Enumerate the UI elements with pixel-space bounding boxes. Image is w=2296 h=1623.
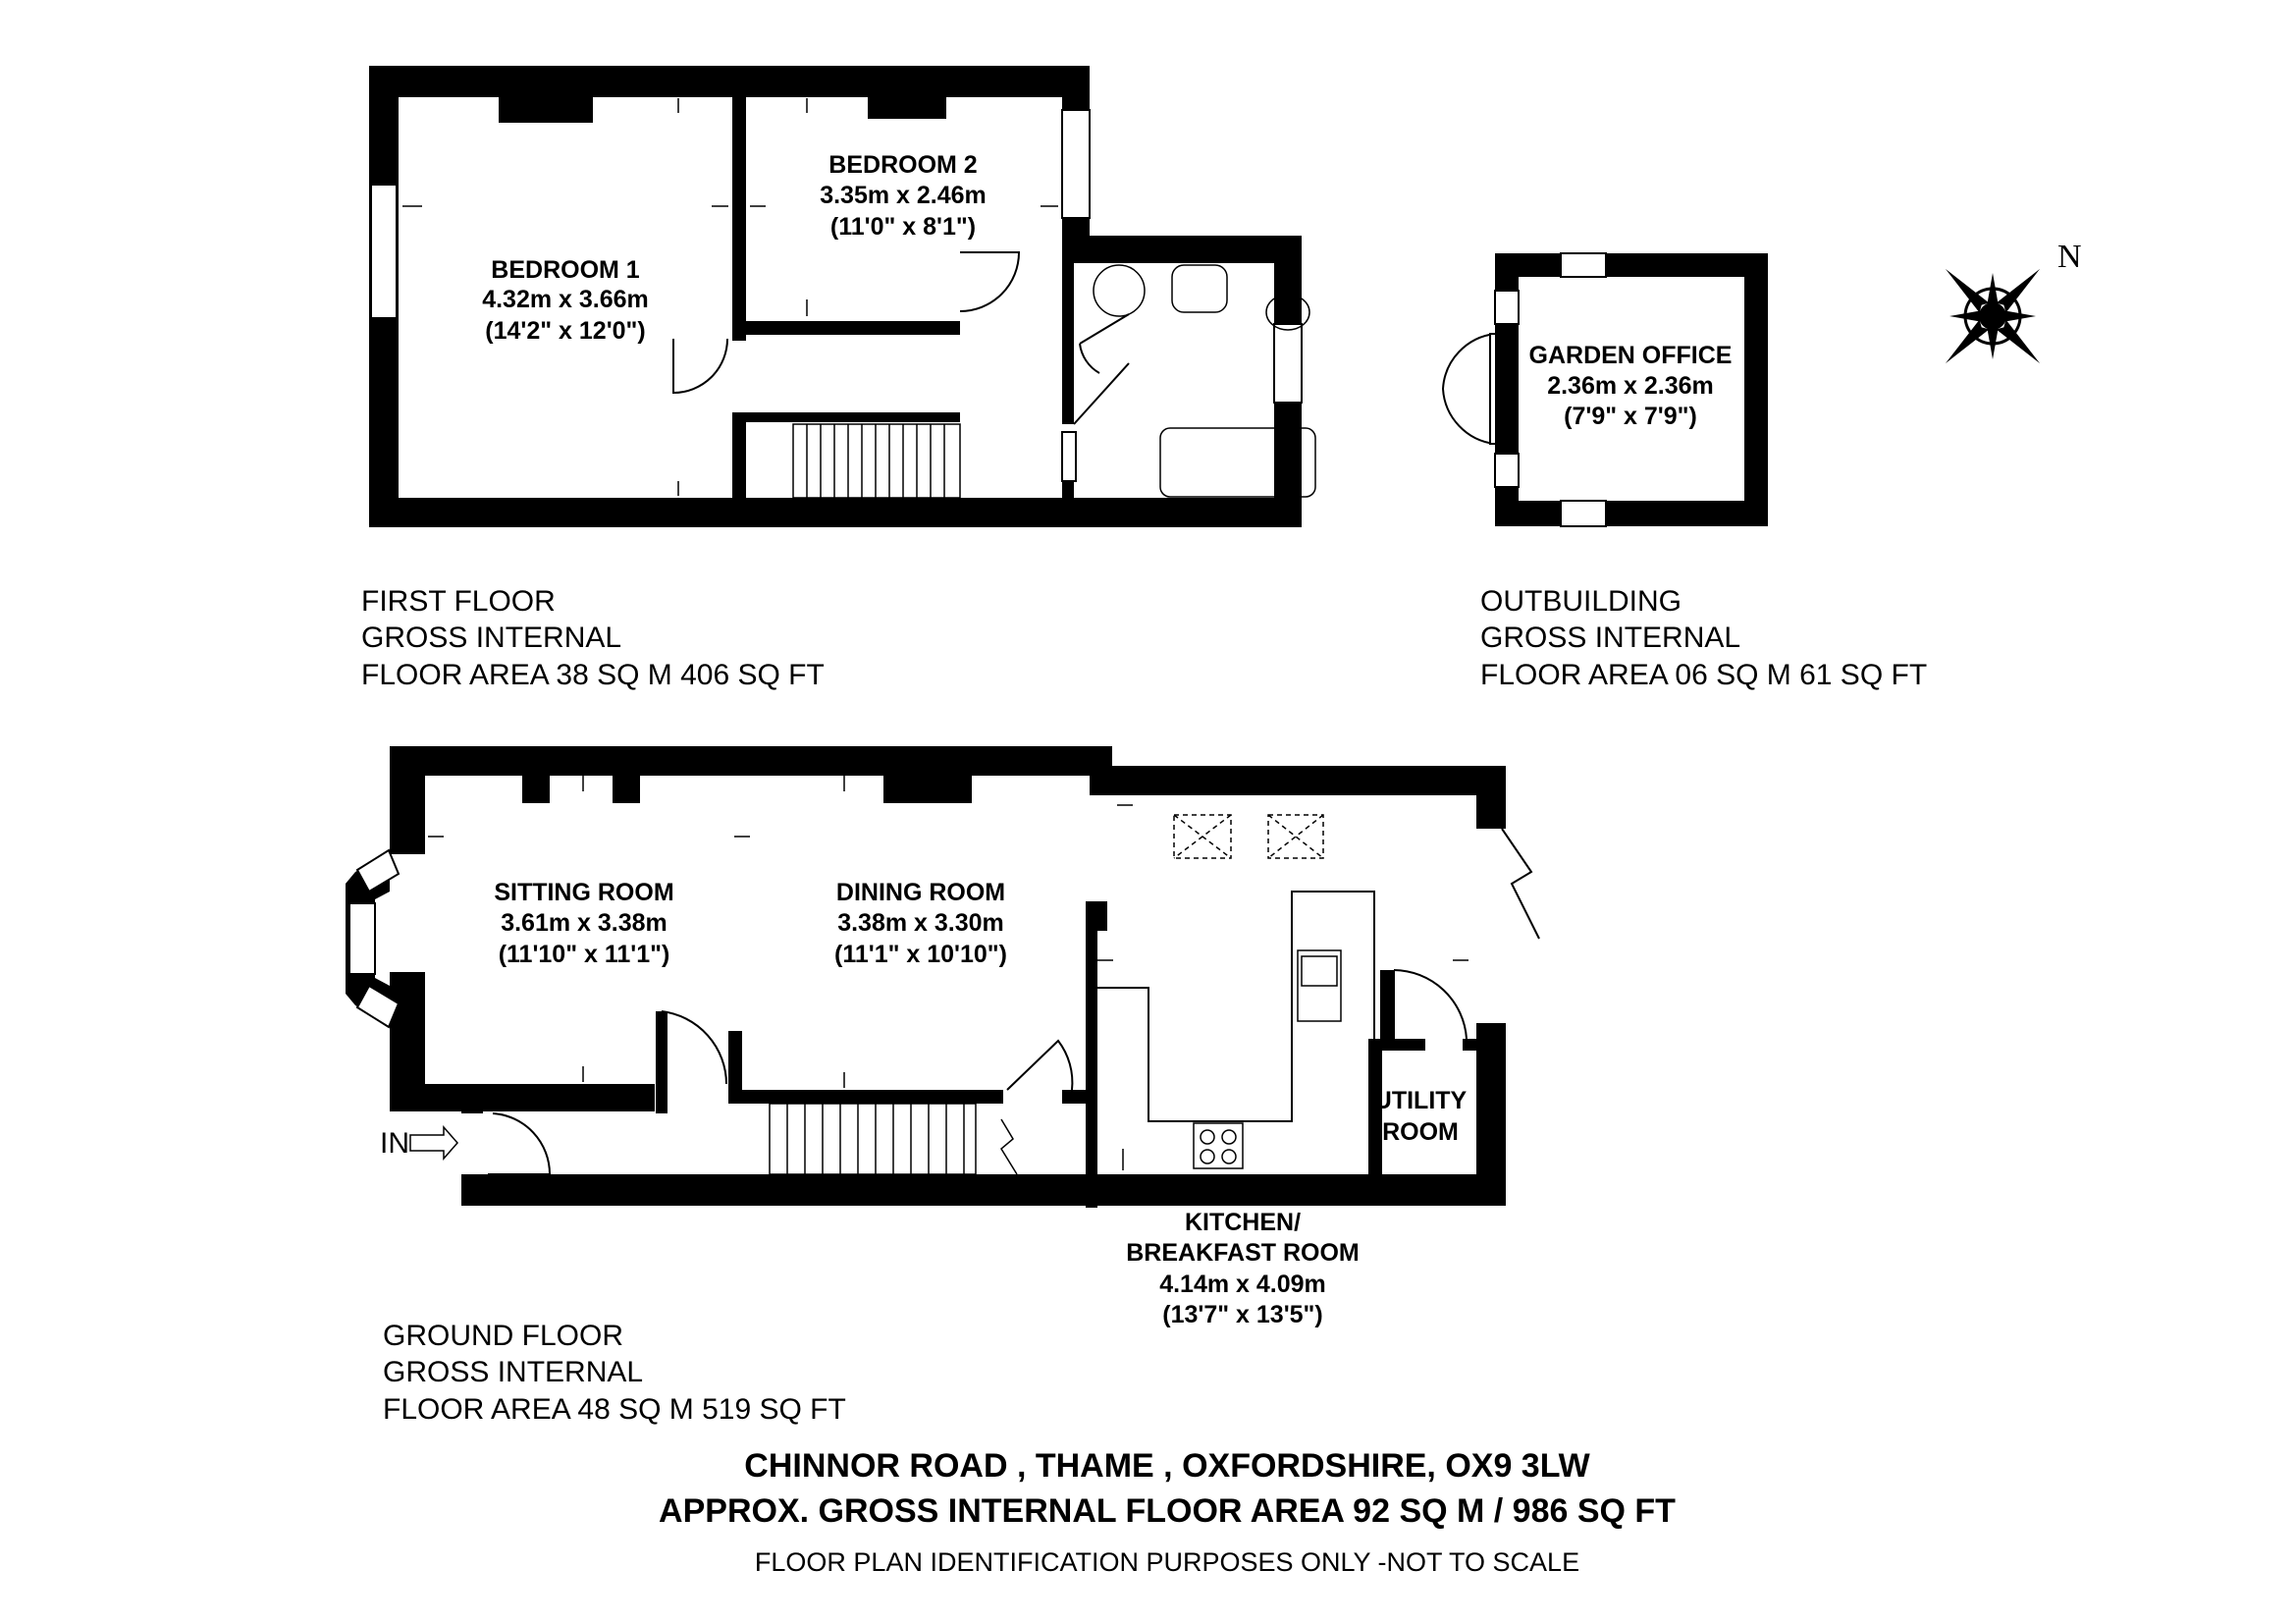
bathroom-window xyxy=(1274,324,1302,403)
ground-floor-title: GROUND FLOOR xyxy=(383,1320,624,1352)
stair-top-wall xyxy=(746,412,960,422)
landing-window xyxy=(1062,432,1076,481)
kitchen-metric: 4.14m x 4.09m xyxy=(1159,1271,1326,1298)
disclaimer: FLOOR PLAN IDENTIFICATION PURPOSES ONLY -NOT TO SCALE xyxy=(754,1547,1580,1577)
sitting-room-metric: 3.61m x 3.38m xyxy=(501,909,667,937)
kitchen-name-line1: KITCHEN/ xyxy=(1184,1209,1302,1236)
bedroom1-imperial: (14'2" x 12'0") xyxy=(485,317,646,345)
ground-bottom-wall xyxy=(461,1174,1506,1206)
garden-office-imperial: (7'9" x 7'9") xyxy=(1564,403,1697,430)
first-floor-top-wall xyxy=(369,66,1090,97)
bedroom1-metric: 4.32m x 3.66m xyxy=(482,286,649,313)
kitchen-imperial: (13'7" x 13'5") xyxy=(1162,1301,1323,1328)
property-address: CHINNOR ROAD , THAME , OXFORDSHIRE, OX9 3LW xyxy=(744,1447,1590,1485)
first-floor-title: FIRST FLOOR xyxy=(361,585,556,618)
sitting-room-imperial: (11'10" x 11'1") xyxy=(498,941,670,968)
garden-office-metric: 2.36m x 2.36m xyxy=(1547,372,1714,400)
office-left-window-bottom xyxy=(1495,454,1519,487)
utility-room-name-line1: UTILITY xyxy=(1373,1087,1468,1114)
wc-door xyxy=(1080,314,1129,373)
first-floor-area: FLOOR AREA 38 SQ M 406 SQ FT xyxy=(361,659,825,691)
dining-room-metric: 3.38m x 3.30m xyxy=(837,909,1004,937)
bedroom2-chimney xyxy=(868,95,946,119)
bedroom2-name: BEDROOM 2 xyxy=(828,151,978,179)
sitting-room-door xyxy=(662,1011,726,1084)
first-floor-stairs xyxy=(793,424,960,498)
bedroom2-metric: 3.35m x 2.46m xyxy=(820,182,987,209)
sitting-left-wall-upper xyxy=(390,746,425,854)
office-bottom-wall xyxy=(1495,501,1768,526)
office-top-wall xyxy=(1495,253,1768,277)
bedroom1-window xyxy=(371,185,397,318)
bedroom1-name: BEDROOM 1 xyxy=(491,256,640,284)
outbuilding-area: FLOOR AREA 06 SQ M 61 SQ FT xyxy=(1480,659,1928,691)
dining-room-door xyxy=(1007,1041,1072,1090)
outbuilding-title: OUTBUILDING xyxy=(1480,585,1682,618)
wc-basin xyxy=(1094,265,1145,316)
ground-front-top-wall xyxy=(390,746,1112,776)
bathroom-top-wall xyxy=(1062,236,1302,263)
outbuilding-subtitle: GROSS INTERNAL xyxy=(1480,622,1741,654)
bedroom-partition-wall xyxy=(732,66,746,341)
sitting-bottom-wall xyxy=(390,1084,655,1111)
utility-top-wall-left xyxy=(1368,1039,1425,1051)
ground-floor-area: FLOOR AREA 48 SQ M 519 SQ FT xyxy=(383,1393,846,1426)
sitting-chimney-right xyxy=(613,774,640,803)
bedroom1-chimney xyxy=(499,95,593,123)
utility-door xyxy=(1394,970,1467,1039)
sitting-chimney-left xyxy=(522,774,550,803)
dining-room-imperial: (11'1" x 10'10") xyxy=(834,941,1007,968)
kitchen-bifold-doors xyxy=(1502,829,1539,939)
kitchen-name-line2: BREAKFAST ROOM xyxy=(1126,1239,1360,1267)
office-door-opening xyxy=(1490,334,1496,444)
dining-room-name: DINING ROOM xyxy=(835,879,1006,906)
sitting-room-name: SITTING ROOM xyxy=(494,879,674,906)
ground-floor-stairs xyxy=(770,1104,1017,1174)
office-right-wall xyxy=(1744,253,1768,526)
office-french-doors xyxy=(1443,334,1495,444)
garden-office-name: GARDEN OFFICE xyxy=(1528,342,1733,369)
utility-left-post xyxy=(1380,970,1394,1039)
dining-kitchen-wall xyxy=(1086,923,1097,1208)
north-label: N xyxy=(2057,239,2082,275)
compass-rose xyxy=(1941,264,2045,368)
entrance-jamb xyxy=(461,1100,483,1113)
dining-bottom-right-stub xyxy=(1062,1090,1090,1104)
dining-bottom-wall xyxy=(728,1090,1003,1104)
utility-room-name-line2: ROOM xyxy=(1382,1118,1459,1146)
front-door xyxy=(488,1113,550,1174)
office-left-window-top xyxy=(1495,291,1519,324)
bay-window-center xyxy=(349,903,375,974)
bathroom-sink xyxy=(1172,265,1227,312)
dining-chimney xyxy=(883,774,972,803)
office-bottom-window xyxy=(1561,501,1606,526)
total-floor-area: APPROX. GROSS INTERNAL FLOOR AREA 92 SQ M / 986 SQ FT xyxy=(659,1492,1676,1530)
bedroom2-imperial: (11'0" x 8'1") xyxy=(829,213,977,241)
landing-left-wall xyxy=(732,412,746,501)
bedroom2-bottom-wall xyxy=(746,321,960,335)
kitchen-right-wall-upper xyxy=(1476,766,1506,829)
ground-floor-plan xyxy=(346,746,1539,1208)
bedroom2-door xyxy=(960,252,1019,311)
bathroom-left-wall xyxy=(1062,257,1074,424)
bathroom-door xyxy=(1074,363,1129,424)
kitchen-top-wall xyxy=(1090,766,1506,795)
entrance-label: IN xyxy=(380,1127,409,1160)
first-floor-bottom-wall xyxy=(369,498,1302,527)
utility-top-wall-right xyxy=(1463,1039,1506,1051)
kitchen-worktop xyxy=(1097,892,1374,1121)
ground-floor-subtitle: GROSS INTERNAL xyxy=(383,1356,644,1388)
first-floor-subtitle: GROSS INTERNAL xyxy=(361,622,622,654)
bedroom2-window xyxy=(1062,110,1090,218)
entrance-arrow-icon xyxy=(410,1127,457,1159)
bedroom1-door xyxy=(673,339,727,393)
kitchen-hob xyxy=(1194,1123,1243,1168)
office-top-window xyxy=(1561,253,1606,277)
utility-left-wall xyxy=(1368,1045,1382,1206)
